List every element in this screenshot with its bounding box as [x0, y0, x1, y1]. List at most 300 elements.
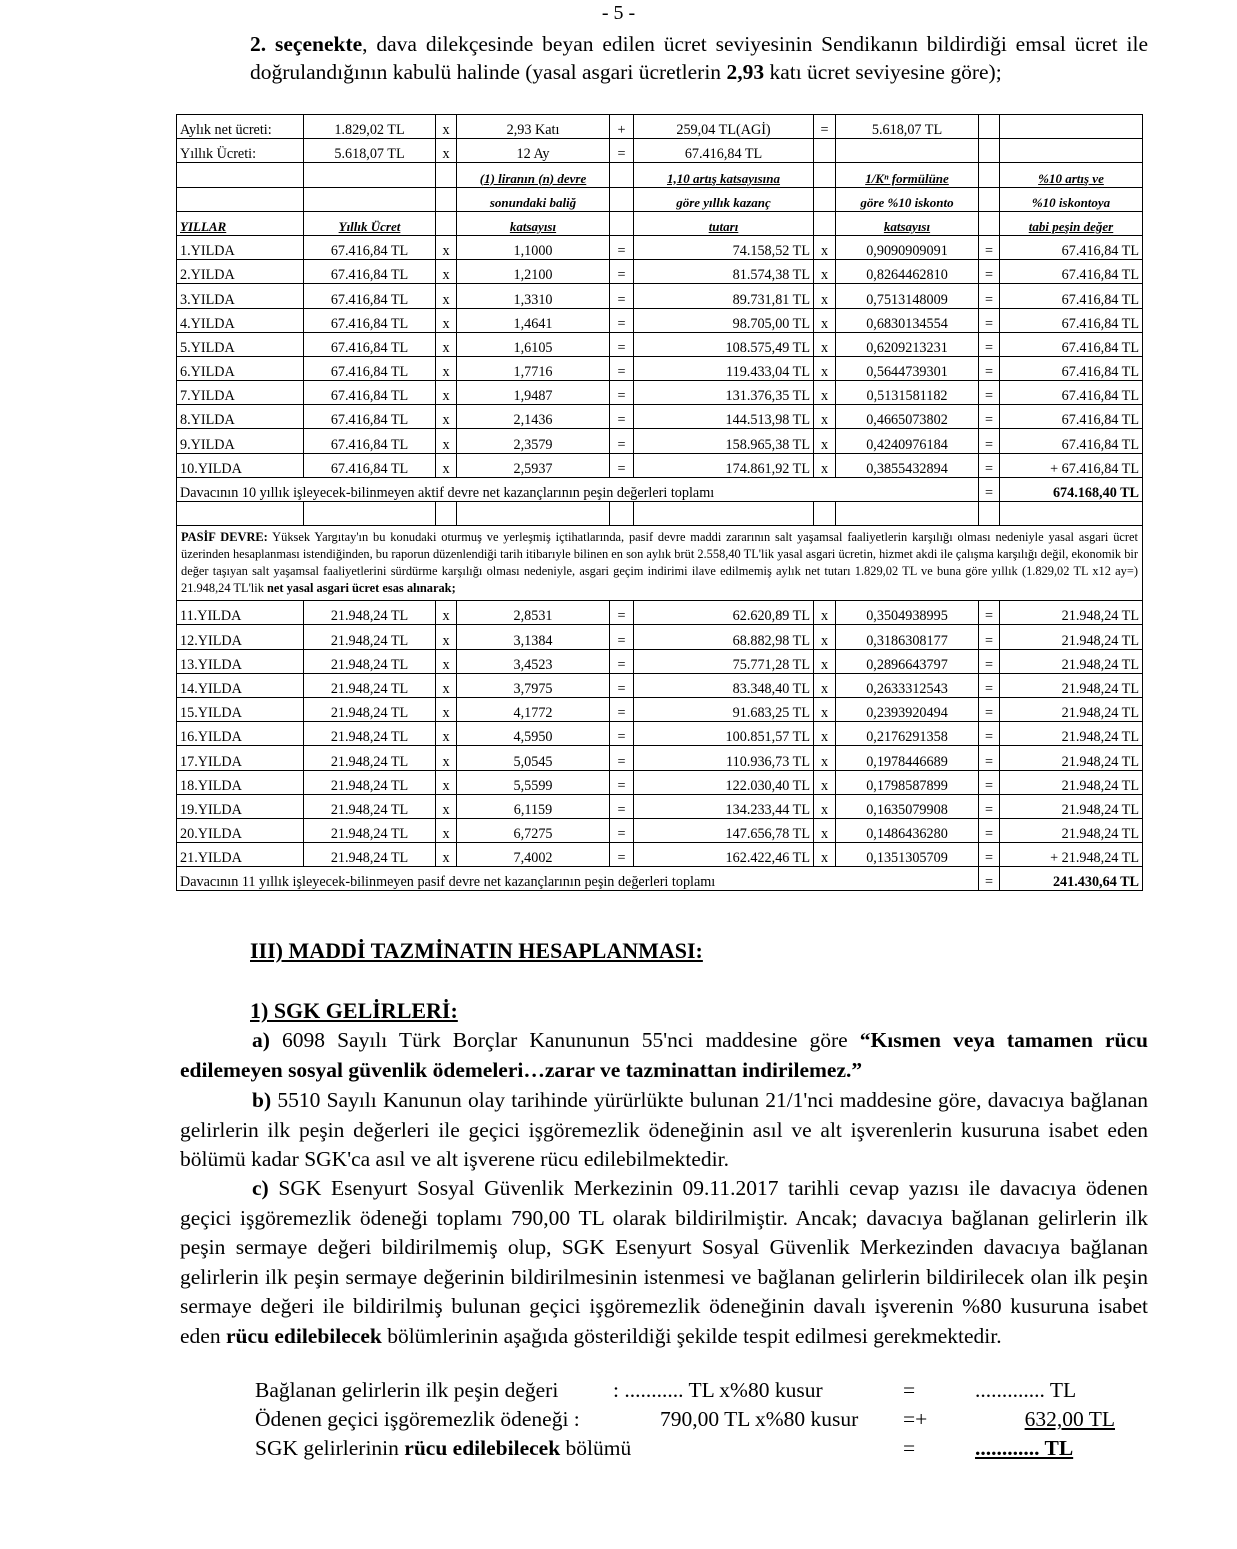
cell: 5.618,07 TL: [304, 139, 436, 163]
cell: x: [814, 722, 836, 746]
cell: =: [610, 673, 634, 697]
year-label: 19.YILDA: [177, 794, 304, 818]
cell: 158.965,38 TL: [634, 429, 814, 453]
cell: Yıllık Ücreti:: [177, 139, 304, 163]
year-row: [177, 794, 1143, 818]
cell: =: [610, 649, 634, 673]
cell: 0,1486436280: [836, 818, 979, 842]
cell: 74.158,52 TL: [634, 235, 814, 259]
year-row: [177, 260, 1143, 284]
cell: [1000, 502, 1143, 526]
cell: [436, 211, 457, 235]
pasif-text: Yüksek Yargıtay'ın bu konudaki oturmuş ve yerleşmiş içtihatlarında, pasif devre maddi zararının salt yaşamsal faaliyetlerin karşılığı olması nedeniyle yasal asgari ücret üzerinden hesaplanması istendiğinden, bu raporun düzenlendiği tarih itibarıyle bilinen en son aylık brüt 2.558,40 TL'lik yasal asgari ücretin, hizmet akdi ile çalışma karşılığı değil, ekonomik bir değer taşıyan salt yaşamsal faaliyetlerini sürdürme karşılığı olması nedeniyle, asgari geçim indirimi ilave edilmemiş aylık net tutarı 1.829,02 TL ve buna göre yıllık (1.829,02 TL x12 ay=) 21.948,24 TL'lik: [181, 530, 1139, 596]
cell: 81.574,38 TL: [634, 260, 814, 284]
cell: x: [436, 746, 457, 770]
cell: 21.948,24 TL: [1000, 697, 1143, 721]
year-label: 4.YILDA: [177, 308, 304, 332]
cell: 67.416,84 TL: [304, 332, 436, 356]
column-header: Yıllık Ücret: [304, 211, 436, 235]
cell: x: [814, 601, 836, 625]
year-row: [177, 697, 1143, 721]
para-a-text: 6098 Sayılı Türk Borçlar Kanununun 55'nci maddesine göre: [269, 1028, 860, 1052]
cell: =: [610, 381, 634, 405]
calc-label: Ödenen geçici işgöremezlik ödeneği :: [255, 1407, 580, 1431]
column-header: katsayısı: [457, 211, 610, 235]
cell: 67.416,84 TL: [304, 381, 436, 405]
year-label: 10.YILDA: [177, 453, 304, 477]
calc-mid: : ........... TL x%80 kusur: [613, 1378, 823, 1402]
calc-eq: =+: [903, 1407, 928, 1431]
year-label: 16.YILDA: [177, 722, 304, 746]
cell: x: [814, 284, 836, 308]
cell: x: [436, 308, 457, 332]
cell: =: [979, 697, 1000, 721]
cell: 5.618,07 TL: [836, 115, 979, 139]
year-label: 3.YILDA: [177, 284, 304, 308]
passive-total-row: [177, 867, 1143, 891]
cell: =: [610, 308, 634, 332]
pasif-devre-row: [177, 526, 1143, 601]
year-label: 17.YILDA: [177, 746, 304, 770]
cell: x: [436, 115, 457, 139]
cell: 67.416,84 TL: [304, 429, 436, 453]
cell: x: [814, 356, 836, 380]
passive-total-label: Davacının 11 yıllık işleyecek-bilinmeyen pasif devre net kazançlarının peşin değerleri toplamı: [177, 867, 979, 891]
cell: x: [436, 332, 457, 356]
cell: =: [979, 722, 1000, 746]
cell: 21.948,24 TL: [304, 746, 436, 770]
cell: [979, 139, 1000, 163]
column-header: (1) liranın (n) devre: [457, 163, 610, 187]
cell: 1,7716: [457, 356, 610, 380]
year-label: 11.YILDA: [177, 601, 304, 625]
cell: =: [610, 260, 634, 284]
cell: =: [979, 381, 1000, 405]
cell: 2,3579: [457, 429, 610, 453]
para-b-text: 5510 Sayılı Kanunun olay tarihinde yürürlükte bulunan 21/1'nci maddesine göre, davacıya bağlanan gelirlerin ilk peşin değerleri ile geçici işgöremezlik ödeneğinin asıl ve alt işverenlerin kusuruna isabet eden bölümü kadar SGK'ca asıl ve alt işverene rücu edilebilmektedir.: [180, 1088, 1148, 1171]
cell: =: [979, 601, 1000, 625]
cell: =: [979, 356, 1000, 380]
cell: x: [436, 843, 457, 867]
cell: [1000, 115, 1143, 139]
cell: [436, 502, 457, 526]
cell: 5,0545: [457, 746, 610, 770]
cell: x: [436, 453, 457, 477]
intro-text: , dava dilekçesinde beyan edilen ücret seviyesinin Sendikanın bildirdiği emsal ücret ile doğrulandığının kabulü halinde (yasal asgari ücretlerin: [250, 32, 1149, 84]
calc-value: ............ TL: [975, 1436, 1074, 1460]
cell: 67.416,84 TL: [1000, 381, 1143, 405]
calc-mid: 790,00 TL x%80 kusur: [660, 1407, 859, 1431]
cell: x: [814, 818, 836, 842]
cell: x: [814, 673, 836, 697]
cell: 21.948,24 TL: [304, 722, 436, 746]
cell: 3,4523: [457, 649, 610, 673]
cell: 0,1798587899: [836, 770, 979, 794]
cell: [836, 502, 979, 526]
year-label: 9.YILDA: [177, 429, 304, 453]
year-row: [177, 722, 1143, 746]
cell: x: [814, 649, 836, 673]
column-header-row: [177, 211, 1143, 235]
cell: 110.936,73 TL: [634, 746, 814, 770]
cell: 259,04 TL(AGİ): [634, 115, 814, 139]
cell: [814, 502, 836, 526]
year-row: [177, 405, 1143, 429]
cell: =: [610, 235, 634, 259]
cell: =: [610, 794, 634, 818]
cell: =: [610, 139, 634, 163]
cell: 1,1000: [457, 235, 610, 259]
column-header-row: [177, 187, 1143, 211]
calc-label-bold: rücu edilebilecek: [404, 1436, 561, 1460]
cell: 67.416,84 TL: [1000, 429, 1143, 453]
cell: 21.948,24 TL: [304, 673, 436, 697]
calc-label-c: bölümü: [560, 1436, 632, 1460]
yearly-wage-row: [177, 139, 1143, 163]
cell: 21.948,24 TL: [1000, 746, 1143, 770]
cell: =: [979, 429, 1000, 453]
cell: 5,5599: [457, 770, 610, 794]
spacer-row: [177, 502, 1143, 526]
cell: =: [610, 332, 634, 356]
cell: =: [979, 649, 1000, 673]
subsection-title: 1) SGK GELİRLERİ:: [250, 998, 458, 1023]
cell: 3,1384: [457, 625, 610, 649]
cell: 6,7275: [457, 818, 610, 842]
column-header: 1/Kⁿ formülüne: [836, 163, 979, 187]
cell: 162.422,46 TL: [634, 843, 814, 867]
cell: 108.575,49 TL: [634, 332, 814, 356]
column-header: %10 iskontoya: [1000, 187, 1143, 211]
cell: x: [814, 429, 836, 453]
cell: [610, 187, 634, 211]
cell: 98.705,00 TL: [634, 308, 814, 332]
cell: [634, 502, 814, 526]
cell: [979, 163, 1000, 187]
intro-paragraph: [250, 30, 1148, 86]
cell: 0,3855432894: [836, 453, 979, 477]
cell: =: [610, 843, 634, 867]
cell: [304, 187, 436, 211]
paragraph-b: [180, 1086, 1148, 1175]
monthly-wage-row: [177, 115, 1143, 139]
cell: =: [979, 308, 1000, 332]
column-header: katsayısı: [836, 211, 979, 235]
year-label: 13.YILDA: [177, 649, 304, 673]
cell: =: [979, 260, 1000, 284]
cell: 0,1635079908: [836, 794, 979, 818]
year-row: [177, 429, 1143, 453]
cell: 21.948,24 TL: [1000, 722, 1143, 746]
calc-label: [255, 1434, 631, 1463]
cell: 21.948,24 TL: [1000, 601, 1143, 625]
cell: 62.620,89 TL: [634, 601, 814, 625]
paragraph-a: [180, 1026, 1148, 1085]
year-row: [177, 356, 1143, 380]
cell: 147.656,78 TL: [634, 818, 814, 842]
cell: =: [610, 818, 634, 842]
cell: 75.771,28 TL: [634, 649, 814, 673]
cell: 0,2176291358: [836, 722, 979, 746]
active-total-row: [177, 477, 1143, 501]
cell: 67.416,84 TL: [304, 405, 436, 429]
cell: =: [979, 794, 1000, 818]
cell: 2,93 Katı: [457, 115, 610, 139]
cell: [1000, 139, 1143, 163]
cell: =: [610, 405, 634, 429]
column-header: %10 artış ve: [1000, 163, 1143, 187]
intro-tail: katı ücret seviyesine göre);: [764, 60, 1002, 84]
cell: 4,1772: [457, 697, 610, 721]
cell: =: [979, 405, 1000, 429]
year-label: 21.YILDA: [177, 843, 304, 867]
cell: 0,3186308177: [836, 625, 979, 649]
cell: x: [814, 260, 836, 284]
cell: [177, 163, 304, 187]
cell: 1,3310: [457, 284, 610, 308]
section-title: III) MADDİ TAZMİNATIN HESAPLANMASI:: [250, 938, 703, 963]
cell: 67.416,84 TL: [304, 235, 436, 259]
cell: 67.416,84 TL: [1000, 284, 1143, 308]
cell: x: [436, 139, 457, 163]
cell: 131.376,35 TL: [634, 381, 814, 405]
cell: 174.861,92 TL: [634, 453, 814, 477]
para-c-label: c): [252, 1176, 269, 1200]
cell: 83.348,40 TL: [634, 673, 814, 697]
cell: 21.948,24 TL: [1000, 673, 1143, 697]
calc-value: 632,00 TL: [1024, 1407, 1115, 1431]
year-row: [177, 308, 1143, 332]
cell: [979, 211, 1000, 235]
cell: [304, 502, 436, 526]
passive-total-value: 241.430,64 TL: [1000, 867, 1143, 891]
cell: [610, 163, 634, 187]
para-a-label: a): [252, 1028, 270, 1052]
cell: 0,7513148009: [836, 284, 979, 308]
cell: =: [979, 746, 1000, 770]
cell: 67.416,84 TL: [1000, 405, 1143, 429]
cell: x: [436, 625, 457, 649]
year-row: [177, 818, 1143, 842]
para-b-label: b): [252, 1088, 272, 1112]
year-label: 20.YILDA: [177, 818, 304, 842]
cell: 4,5950: [457, 722, 610, 746]
cell: 1,6105: [457, 332, 610, 356]
cell: x: [436, 818, 457, 842]
cell: x: [814, 625, 836, 649]
cell: x: [814, 697, 836, 721]
cell: =: [610, 625, 634, 649]
year-row: [177, 235, 1143, 259]
cell: [177, 187, 304, 211]
cell: 67.416,84 TL: [304, 284, 436, 308]
year-row: [177, 601, 1143, 625]
cell: 67.416,84 TL: [1000, 235, 1143, 259]
cell: =: [610, 697, 634, 721]
cell: x: [436, 381, 457, 405]
year-row: [177, 673, 1143, 697]
year-row: [177, 381, 1143, 405]
cell: x: [436, 722, 457, 746]
year-label: 7.YILDA: [177, 381, 304, 405]
cell: =: [979, 770, 1000, 794]
cell: [436, 163, 457, 187]
cell: [836, 139, 979, 163]
cell: 21.948,24 TL: [304, 843, 436, 867]
cell: =: [979, 235, 1000, 259]
cell: [814, 187, 836, 211]
cell: 134.233,44 TL: [634, 794, 814, 818]
cell: [814, 139, 836, 163]
cell: Aylık net ücreti:: [177, 115, 304, 139]
pasif-devre-note: [177, 526, 1143, 601]
para-a-bold: “Kısmen veya tamamen rücu edilemeyen sosyal güvenlik ödemeleri…zarar ve tazminattan indirilemez.”: [180, 1028, 1148, 1082]
calculation-table: [176, 114, 1143, 891]
cell: =: [979, 477, 1000, 501]
cell: x: [436, 649, 457, 673]
cell: 21.948,24 TL: [1000, 625, 1143, 649]
cell: 21.948,24 TL: [1000, 770, 1143, 794]
cell: =: [979, 843, 1000, 867]
year-label: 2.YILDA: [177, 260, 304, 284]
cell: 0,1351305709: [836, 843, 979, 867]
paragraph-c: [180, 1174, 1148, 1351]
cell: 122.030,40 TL: [634, 770, 814, 794]
year-label: 15.YILDA: [177, 697, 304, 721]
cell: =: [610, 722, 634, 746]
cell: 0,9090909091: [836, 235, 979, 259]
cell: x: [436, 601, 457, 625]
intro-lead: 2. seçenekte: [250, 32, 363, 56]
cell: x: [436, 356, 457, 380]
cell: [610, 502, 634, 526]
calc-eq: =: [903, 1378, 916, 1402]
intro-multiplier: 2,93: [726, 60, 765, 84]
cell: 0,2633312543: [836, 673, 979, 697]
cell: [610, 211, 634, 235]
year-label: 14.YILDA: [177, 673, 304, 697]
cell: 67.416,84 TL: [304, 356, 436, 380]
cell: +: [610, 115, 634, 139]
calc-label-a: SGK gelirlerinin: [255, 1436, 405, 1460]
cell: =: [979, 867, 1000, 891]
year-row: [177, 332, 1143, 356]
cell: x: [814, 332, 836, 356]
cell: 0,4240976184: [836, 429, 979, 453]
cell: [304, 163, 436, 187]
cell: 67.416,84 TL: [1000, 332, 1143, 356]
cell: 0,3504938995: [836, 601, 979, 625]
page-number: - 5 -: [601, 2, 636, 24]
column-header-row: [177, 163, 1143, 187]
year-row: [177, 843, 1143, 867]
calc-eq: =: [903, 1436, 916, 1460]
cell: 21.948,24 TL: [304, 770, 436, 794]
year-row: [177, 625, 1143, 649]
cell: 21.948,24 TL: [304, 697, 436, 721]
cell: x: [436, 429, 457, 453]
year-row: [177, 284, 1143, 308]
cell: [177, 502, 304, 526]
cell: 7,4002: [457, 843, 610, 867]
cell: 0,5131581182: [836, 381, 979, 405]
cell: [979, 187, 1000, 211]
cell: 0,5644739301: [836, 356, 979, 380]
para-c-tail: bölümlerinin aşağıda gösterildiği şekilde tespit edilmesi gerekmektedir.: [381, 1323, 1002, 1348]
cell: 0,8264462810: [836, 260, 979, 284]
cell: x: [436, 235, 457, 259]
calc-label: Bağlanan gelirlerin ilk peşin değeri: [255, 1378, 559, 1402]
calc-value: ............. TL: [975, 1378, 1077, 1402]
column-header: sonundaki baliğ: [457, 187, 610, 211]
cell: x: [436, 697, 457, 721]
cell: 1,4641: [457, 308, 610, 332]
cell: =: [979, 818, 1000, 842]
cell: 21.948,24 TL: [304, 818, 436, 842]
cell: 67.416,84 TL: [1000, 356, 1143, 380]
cell: =: [610, 356, 634, 380]
cell: [979, 115, 1000, 139]
cell: 12 Ay: [457, 139, 610, 163]
year-label: 5.YILDA: [177, 332, 304, 356]
cell: 21.948,24 TL: [304, 649, 436, 673]
year-label: 1.YILDA: [177, 235, 304, 259]
cell: 0,4665073802: [836, 405, 979, 429]
cell: 0,6830134554: [836, 308, 979, 332]
cell: 0,6209213231: [836, 332, 979, 356]
cell: =: [979, 332, 1000, 356]
year-row: [177, 770, 1143, 794]
cell: [436, 187, 457, 211]
cell: =: [979, 625, 1000, 649]
cell: 21.948,24 TL: [304, 601, 436, 625]
cell: =: [610, 601, 634, 625]
cell: [814, 211, 836, 235]
year-label: 6.YILDA: [177, 356, 304, 380]
cell: =: [979, 284, 1000, 308]
year-label: 18.YILDA: [177, 770, 304, 794]
cell: =: [610, 770, 634, 794]
cell: 100.851,57 TL: [634, 722, 814, 746]
cell: 3,7975: [457, 673, 610, 697]
cell: x: [436, 673, 457, 697]
active-total-value: 674.168,40 TL: [1000, 477, 1143, 501]
cell: 21.948,24 TL: [1000, 818, 1143, 842]
cell: =: [610, 453, 634, 477]
year-label: 12.YILDA: [177, 625, 304, 649]
column-header: göre %10 iskonto: [836, 187, 979, 211]
cell: + 67.416,84 TL: [1000, 453, 1143, 477]
cell: x: [436, 260, 457, 284]
year-row: [177, 649, 1143, 673]
cell: 2,5937: [457, 453, 610, 477]
year-row: [177, 746, 1143, 770]
cell: 67.416,84 TL: [304, 260, 436, 284]
cell: x: [814, 405, 836, 429]
cell: x: [436, 794, 457, 818]
column-header: 1,10 artış katsayısına: [634, 163, 814, 187]
cell: =: [979, 453, 1000, 477]
cell: 21.948,24 TL: [1000, 649, 1143, 673]
cell: x: [436, 770, 457, 794]
cell: =: [610, 429, 634, 453]
cell: 67.416,84 TL: [304, 308, 436, 332]
year-row: [177, 453, 1143, 477]
para-c-bold: rücu edilebilecek: [225, 1323, 382, 1348]
cell: x: [814, 843, 836, 867]
pasif-bold-tail: net yasal asgari ücret esas alınarak;: [266, 581, 456, 596]
cell: 6,1159: [457, 794, 610, 818]
